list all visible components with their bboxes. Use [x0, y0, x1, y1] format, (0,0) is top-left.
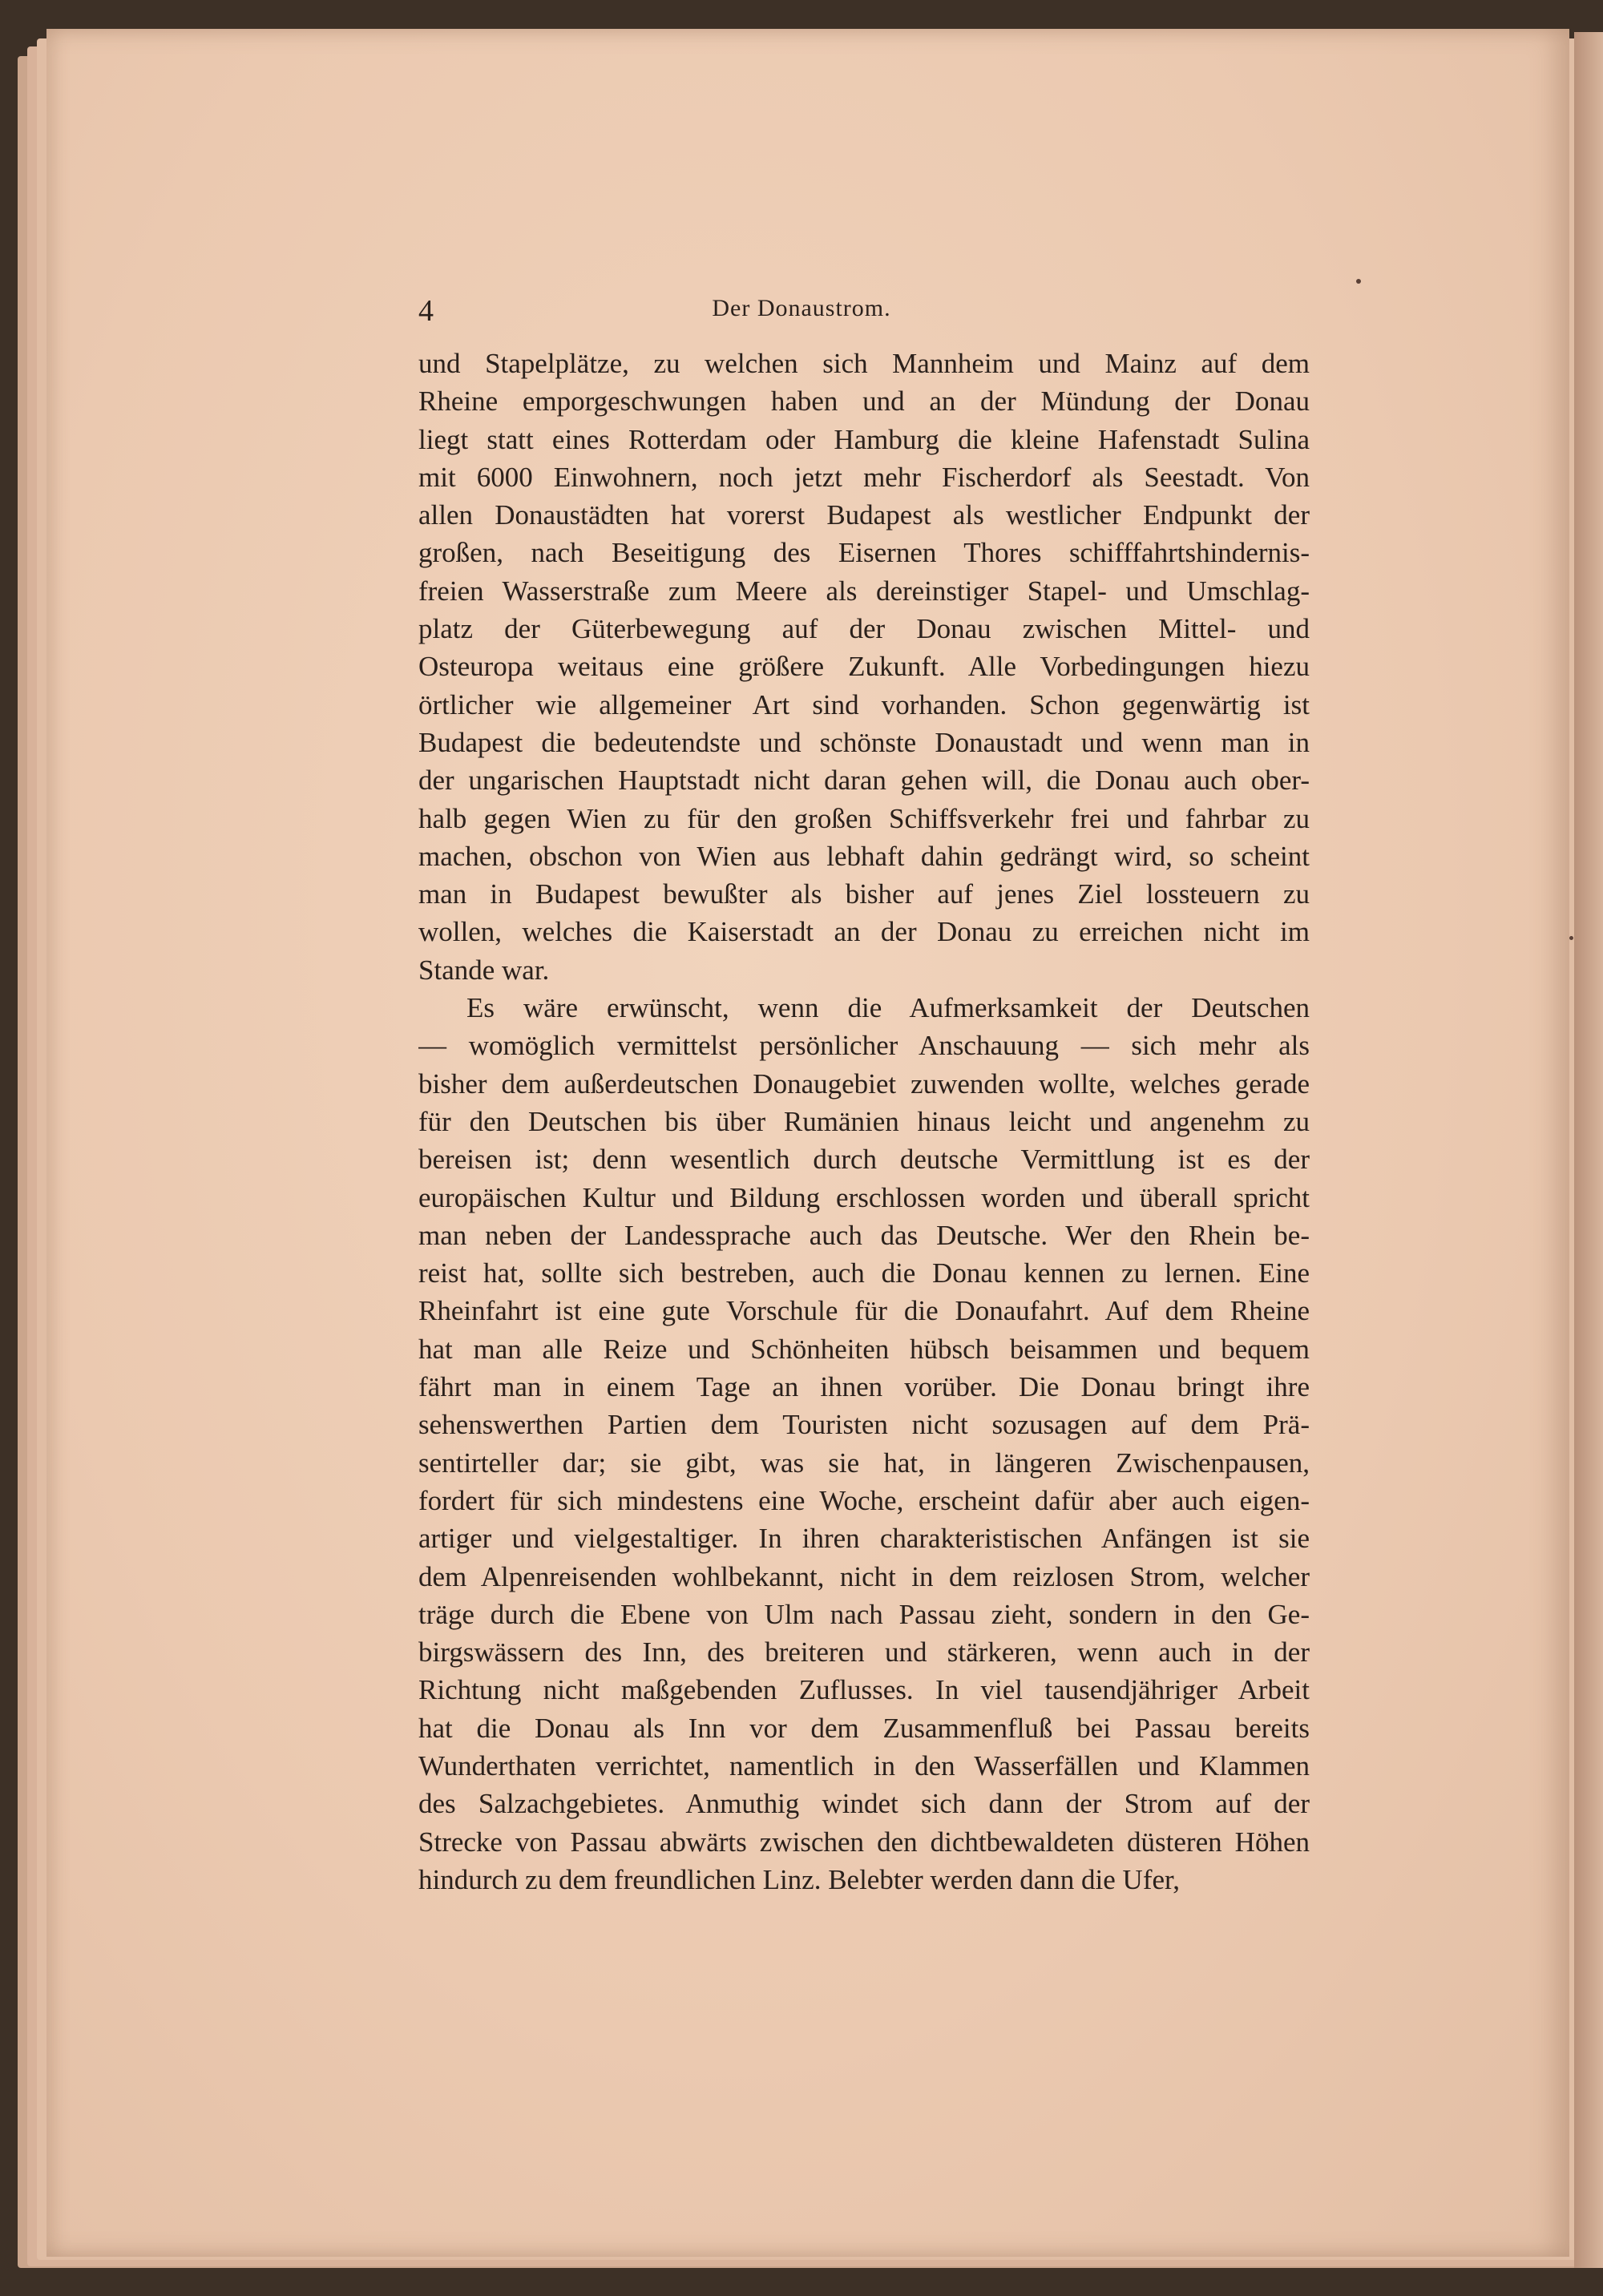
text-line: Wunderthaten verrichtet, namentlich in den Wasserfällen und Klammen: [418, 1749, 1310, 1782]
text-line: Rheinfahrt ist eine gute Vorschule für die Donaufahrt. Auf dem Rheine: [418, 1295, 1310, 1327]
text-line: reist hat, sollte sich bestreben, auch die Donau kennen zu lernen. Eine: [418, 1257, 1310, 1289]
text-line: fordert für sich mindestens eine Woche, erscheint dafür aber auch eigen-: [418, 1484, 1310, 1516]
paragraph-2: [418, 989, 1310, 1899]
page-number: 4: [418, 294, 434, 328]
paragraph-1: [418, 345, 1310, 989]
text-line: bereisen ist; denn wesentlich durch deutsche Vermittlung ist es der: [418, 1144, 1310, 1176]
text-line: Budapest die bedeutendste und schönste Donaustadt und wenn man in: [418, 726, 1310, 758]
text-line: wollen, welches die Kaiserstadt an der Donau zu erreichen nicht im: [418, 916, 1310, 948]
text-line: örtlicher wie allgemeiner Art sind vorhanden. Schon gegenwärtig ist: [418, 688, 1310, 720]
body-text: [418, 345, 1310, 1899]
text-line: man in Budapest bewußter als bisher auf jenes Ziel lossteuern zu: [418, 878, 1310, 910]
text-line: platz der Güterbewegung auf der Donau zwischen Mittel- und: [418, 613, 1310, 645]
text-line: hat man alle Reize und Schönheiten hübsch beisammen und bequem: [418, 1333, 1310, 1365]
text-line: allen Donaustädten hat vorerst Budapest als westlicher Endpunkt der: [418, 499, 1310, 531]
text-line: — womöglich vermittelst persönlicher Anschauung — sich mehr als: [418, 1030, 1310, 1062]
text-line: Es wäre erwünscht, wenn die Aufmerksamkeit der Deutschen: [466, 992, 1310, 1024]
text-line: hindurch zu dem freundlichen Linz. Belebter werden dann die Ufer,: [418, 1863, 1181, 1895]
text-line: bisher dem außerdeutschen Donaugebiet zuwenden wollte, welches gerade: [418, 1067, 1310, 1100]
text-line: Osteuropa weitaus eine größere Zukunft. Alle Vorbedingungen hiezu: [418, 651, 1310, 683]
text-line: sentirteller dar; sie gibt, was sie hat, in längeren Zwischenpausen,: [418, 1447, 1310, 1479]
running-title: Der Donaustrom.: [712, 295, 891, 321]
text-line: man neben der Landessprache auch das Deutsche. Wer den Rhein be-: [418, 1219, 1310, 1251]
text-line: Rheine emporgeschwungen haben und an der Mündung der Donau: [418, 385, 1310, 418]
text-line: machen, obschon von Wien aus lebhaft dahin gedrängt wird, so scheint: [418, 840, 1310, 872]
text-line: europäischen Kultur und Bildung erschlossen worden und überall spricht: [418, 1181, 1310, 1213]
text-line: des Salzachgebietes. Anmuthig windet sich dann der Strom auf der: [418, 1788, 1310, 1820]
text-line: Stande war.: [418, 954, 550, 986]
text-line: träge durch die Ebene von Ulm nach Passau zieht, sondern in den Ge-: [418, 1598, 1310, 1630]
text-line: mit 6000 Einwohnern, noch jetzt mehr Fischerdorf als Seestadt. Von: [418, 461, 1310, 493]
paper-speck: [1569, 936, 1573, 940]
text-line: freien Wasserstraße zum Meere als dereinstiger Stapel- und Umschlag-: [418, 575, 1310, 607]
text-line: Strecke von Passau abwärts zwischen den dichtbewaldeten düsteren Höhen: [418, 1826, 1310, 1858]
text-line: halb gegen Wien zu für den großen Schiffsverkehr frei und fahrbar zu: [418, 802, 1310, 834]
text-line: liegt statt eines Rotterdam oder Hamburg die kleine Hafenstadt Sulina: [418, 423, 1310, 455]
text-line: birgswässern des Inn, des breiteren und stärkeren, wenn auch in der: [418, 1636, 1310, 1669]
text-line: sehenswerthen Partien dem Touristen nicht sozusagen auf dem Prä-: [418, 1409, 1310, 1441]
paper-speck: [1356, 279, 1361, 284]
text-line: und Stapelplätze, zu welchen sich Mannheim und Mainz auf dem: [418, 348, 1310, 379]
text-line: großen, nach Beseitigung des Eisernen Thores schifffahrtshindernis-: [418, 537, 1310, 569]
text-line: der ungarischen Hauptstadt nicht daran gehen will, die Donau auch ober-: [418, 765, 1310, 797]
text-line: Richtung nicht maßgebenden Zuflusses. In viel tausendjähriger Arbeit: [418, 1674, 1310, 1706]
text-line: dem Alpenreisenden wohlbekannt, nicht in dem reizlosen Strom, welcher: [418, 1560, 1310, 1592]
text-line: fährt man in einem Tage an ihnen vorüber. Die Donau bringt ihre: [418, 1371, 1310, 1403]
text-line: hat die Donau als Inn vor dem Zusammenfluß bei Passau bereits: [418, 1712, 1310, 1744]
next-page-edge: [1574, 32, 1603, 2268]
text-line: für den Deutschen bis über Rumänien hinaus leicht und angenehm zu: [418, 1105, 1310, 1137]
text-line: artiger und vielgestaltiger. In ihren charakteristischen Anfängen ist sie: [418, 1523, 1310, 1555]
